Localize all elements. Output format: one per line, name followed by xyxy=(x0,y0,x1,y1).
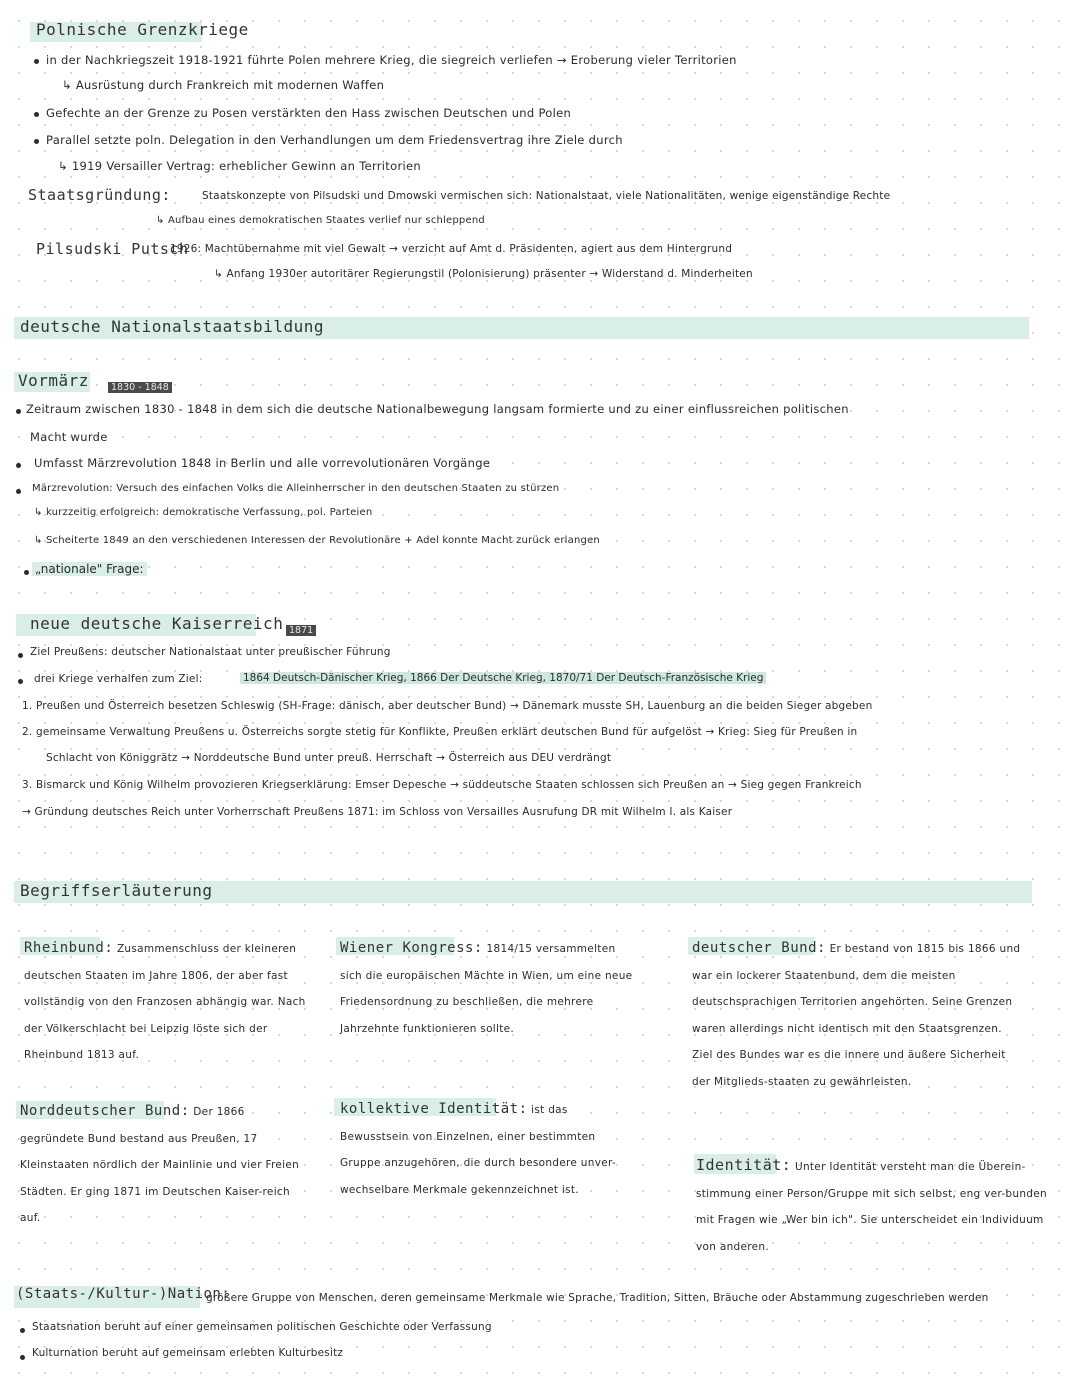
text-line: → Gründung deutsches Reich unter Vorherrschaft Preußens 1871: im Schloss von Versailles Ausrufung DR mit Wilhelm I. als Kaiser xyxy=(22,806,733,818)
definition-identitaet xyxy=(696,1152,1066,1260)
text-line: Staatsnation beruht auf einer gemeinsamen politischen Geschichte oder Verfassung xyxy=(32,1321,492,1333)
text-line: ↳ 1919 Versailler Vertrag: erheblicher Gewinn an Territorien xyxy=(58,159,421,173)
definition-deutscher-bund xyxy=(692,935,1022,1095)
term-kollektive-identitaet: kollektive Identität: xyxy=(340,1101,528,1117)
definition-text: größere Gruppe von Menschen, deren gemeinsame Merkmale wie Sprache, Tradition, Sitten, Bräuche oder Abstammung zugeschrieben werden xyxy=(206,1292,989,1304)
bullet xyxy=(16,463,21,468)
text-line: ↳ Scheiterte 1849 an den verschiedenen Interessen der Revolutionäre + Adel konnte Macht zurück erlangen xyxy=(34,535,600,546)
bullet xyxy=(20,1355,25,1360)
staatsgruendung-label: Staatsgründung: xyxy=(28,186,171,204)
definition-text: Zusammenschluss der kleineren deutschen Staaten im Jahre 1806, der aber fast vollständig von den Franzosen abhängig war. Nach der Völkerschlacht bei Leipzig löste sich der Rheinbund 1813 auf. xyxy=(24,943,306,1061)
bullet xyxy=(34,59,39,64)
text-line: 1926: Machtübernahme mit viel Gewalt → verzicht auf Amt d. Präsidenten, agiert aus dem Hintergrund xyxy=(170,243,733,255)
pilsudski-putsch-label: Pilsudski Putsch xyxy=(36,240,189,258)
definition-text: ist das Bewusstsein von Einzelnen, einer bestimmten Gruppe anzugehören, die durch besondere unver-wechselbare Merkmale gekennzeichnet ist. xyxy=(340,1104,617,1196)
text-line: Märzrevolution: Versuch des einfachen Volks die Alleinherrscher in den deutschen Staaten zu stürzen xyxy=(32,483,560,494)
bullet xyxy=(24,570,29,575)
bullet xyxy=(18,679,23,684)
section-title-nationalstaatsbildung: deutsche Nationalstaatsbildung xyxy=(20,317,324,336)
text-line: Umfasst Märzrevolution 1848 in Berlin und alle vorrevolutionären Vorgänge xyxy=(34,456,491,470)
text-line: Staatskonzepte von Pilsudski und Dmowski vermischen sich: Nationalstaat, viele Nationalitäten, wenige eigenständige Rechte xyxy=(202,190,891,202)
bullet xyxy=(16,409,21,414)
kaiserreich-year: 1871 xyxy=(286,618,316,637)
bullet xyxy=(34,139,39,144)
bullet xyxy=(18,653,23,658)
text-line: 3. Bismarck und König Wilhelm provozieren Kriegserklärung: Emser Depesche → süddeutsche Staaten schlossen sich Preußen an → Sieg gegen Frankreich xyxy=(22,779,862,791)
text-line: Macht wurde xyxy=(30,430,108,444)
kaiserreich-label: neue deutsche Kaiserreich xyxy=(30,614,284,633)
term-deutscher-bund: deutscher Bund: xyxy=(692,940,826,956)
vormaerz-years: 1830 - 1848 xyxy=(108,375,172,394)
definition-text: 1814/15 versammelten sich die europäischen Mächte in Wien, um eine neue Friedensordnung zu beschließen, die mehrere Jahrzehnte funktionieren sollte. xyxy=(340,943,633,1035)
term-wiener-kongress: Wiener Kongress: xyxy=(340,940,483,956)
term-rheinbund: Rheinbund: xyxy=(24,940,114,956)
definition-text: Der 1866 gegründete Bund bestand aus Preußen, 17 Kleinstaaten nördlich der Mainlinie und vier Freien Städten. Er ging 1871 im Deutschen Kaiser-reich auf. xyxy=(20,1106,300,1224)
text-line: ↳ kurzzeitig erfolgreich: demokratische Verfassung, pol. Parteien xyxy=(34,507,373,518)
text-line: ↳ Aufbau eines demokratischen Staates verlief nur schleppend xyxy=(156,215,485,226)
text-line: Kulturnation beruht auf gemeinsam erlebten Kulturbesitz xyxy=(32,1347,344,1359)
bullet xyxy=(20,1328,25,1333)
text-line: 1. Preußen und Österreich besetzen Schleswig (SH-Frage: dänisch, aber deutscher Bund) → Dänemark musste SH, Lauenburg an die beiden Sieger abgeben xyxy=(22,700,873,712)
text-line: drei Kriege verhalfen zum Ziel: xyxy=(34,673,203,685)
kriege-highlight: 1864 Deutsch-Dänischer Krieg, 1866 Der Deutsche Krieg, 1870/71 Der Deutsch-Französische Krieg xyxy=(240,672,766,684)
text-line: 2. gemeinsame Verwaltung Preußens u. Österreichs sorgte stetig für Konflikte, Preußen erklärt deutschen Bund für aufgelöst → Krieg: Sieg für Preußen in xyxy=(22,726,858,738)
definition-rheinbund xyxy=(24,935,306,1069)
section-title-polnische-grenzkriege: Polnische Grenzkriege xyxy=(36,20,249,39)
term-nation: (Staats-/Kultur-)Nation: xyxy=(16,1286,231,1302)
text-line: Schlacht von Königgrätz → Norddeutsche Bund unter preuß. Herrschaft → Österreich aus DEU verdrängt xyxy=(46,752,612,764)
definition-kollektive-identitaet xyxy=(340,1096,636,1203)
term-norddeutscher-bund: Norddeutscher Bund: xyxy=(20,1103,190,1119)
text-line: ↳ Ausrüstung durch Frankreich mit modernen Waffen xyxy=(62,78,385,92)
section-title-begriffserlaeuterung: Begriffserläuterung xyxy=(20,881,213,900)
definition-norddeutscher-bund xyxy=(20,1098,302,1232)
text-line: in der Nachkriegszeit 1918-1921 führte Polen mehrere Krieg, die siegreich verliefen → Eroberung vieler Territorien xyxy=(46,53,737,67)
text-line: Zeitraum zwischen 1830 - 1848 in dem sich die deutsche Nationalbewegung langsam formierte und zu einer einflussreichen politischen xyxy=(26,402,849,416)
definition-text: Unter Identität versteht man die Überein-stimmung einer Person/Gruppe mit sich selbst, eng ver-bunden mit Fragen wie „Wer bin ich". Sie unterscheidet ein Individuum von anderen. xyxy=(696,1161,1047,1253)
text-line: ↳ Anfang 1930er autoritärer Regierungstil (Polonisierung) präsenter → Widerstand d. Minderheiten xyxy=(214,268,753,280)
bullet xyxy=(34,112,39,117)
definition-wiener-kongress xyxy=(340,935,640,1042)
vormaerz-label: Vormärz xyxy=(18,371,89,390)
term-identitaet: Identität: xyxy=(696,1156,792,1174)
bullet xyxy=(16,489,21,494)
text-line: Parallel setzte poln. Delegation in den Verhandlungen um dem Friedensvertrag ihre Ziele durch xyxy=(46,133,623,147)
text-line: Ziel Preußens: deutscher Nationalstaat unter preußischer Führung xyxy=(30,646,391,658)
definition-text: Er bestand von 1815 bis 1866 und war ein lockerer Staatenbund, dem die meisten deutschsprachigen Territorien angehörten. Seine Grenzen waren allerdings nicht identisch mit den Staatsgrenzen. Ziel des Bundes war es die innere und äußere Sicherheit der Mitglieds-staaten zu gewährleisten. xyxy=(692,943,1021,1088)
text-line: Gefechte an der Grenze zu Posen verstärkten den Hass zwischen Deutschen und Polen xyxy=(46,106,572,120)
nationale-frage-label: „nationale" Frage: xyxy=(32,562,147,576)
